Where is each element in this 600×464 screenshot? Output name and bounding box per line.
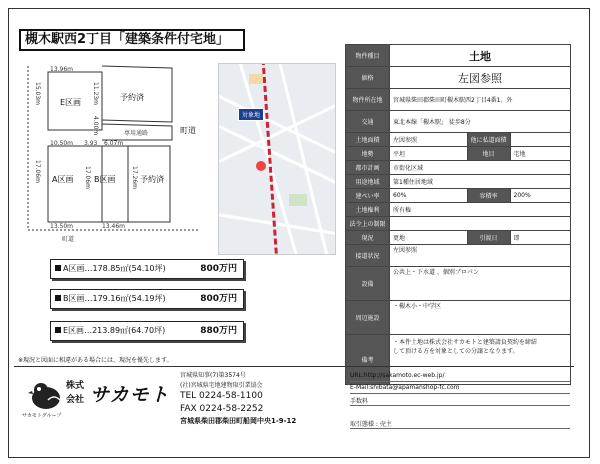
logo-caption: サカモトグループ (22, 413, 62, 419)
bullet-icon (55, 265, 61, 271)
dim-b-top2: 6.07m (104, 140, 124, 147)
license-line-2: (社)宮城県宅地建物取引業協会 (180, 382, 263, 389)
dim-b-bottom: 13.46m (102, 223, 126, 230)
remarks-line-1: ・本件土地は株式会社サカモトと建築請負契約を締結 (393, 339, 537, 346)
email-address[interactable]: E-Mail:shibata@apamanshop-fc.com (350, 384, 460, 391)
other-area-header: 他に私道面積 (467, 133, 510, 147)
delivery-header: 引渡日 (467, 231, 510, 245)
dim-r-mid: 17.26m (131, 166, 138, 190)
price-box-a (50, 259, 244, 279)
label-b-area: B区画 (94, 175, 116, 184)
type-header: 物件種目 (346, 45, 390, 67)
zone-value: 第1種住居地域 (390, 175, 571, 189)
coverage-value: 60% (390, 189, 468, 203)
divider (350, 428, 570, 429)
status-header: 現況 (346, 231, 390, 245)
delivery-value: 即 (510, 231, 570, 245)
terrain-header: 地勢 (346, 147, 390, 161)
footer-divider (14, 366, 574, 367)
traffic-header: 交通 (346, 111, 390, 133)
lot-plan (20, 62, 215, 250)
label-a-area: A区画 (52, 175, 74, 184)
lot-area: …179.16㎡(54.19坪) (84, 294, 166, 303)
utilities-value: 公共上・下水道 、個別プロパン (390, 267, 571, 301)
label-reserved-right: 予約済 (140, 175, 164, 184)
dim-a-top: 10.50m (50, 140, 74, 147)
category-header: 地目 (467, 147, 510, 161)
city-plan-header: 都市計画 (346, 161, 390, 175)
coverage-header: 建ぺい率 (346, 189, 390, 203)
price-value: 左図参照 (390, 67, 571, 89)
fax-number: FAX 0224-58-2252 (180, 404, 264, 414)
dim-top: 13.96m (50, 66, 74, 73)
dim-a-left: 17.06m (34, 160, 41, 184)
page-title: 槻木駅西2丁目「建築条件付宅地」 (19, 29, 245, 51)
dim-b-mid: 17.06m (84, 166, 91, 190)
env-value: ・槻木小・中学区 (390, 301, 571, 335)
label-road-south: 町道 (62, 236, 75, 243)
bullet-icon (55, 295, 61, 301)
road-header: 接道状況 (346, 245, 390, 267)
fee-label: 手数料 (350, 398, 369, 405)
far-header: 容積率 (467, 189, 510, 203)
rights-header: 土地権利 (346, 203, 390, 217)
road-value: 左図参照 (390, 245, 571, 267)
land-area-header: 土地面積 (346, 133, 390, 147)
rights-value: 所有権 (390, 203, 571, 217)
remarks-line-2: して頂ける方を対象としての分譲となります。 (393, 348, 519, 355)
bullet-icon (55, 327, 61, 333)
category-value: 宅地 (510, 147, 570, 161)
dim-e-left: 15.03m (34, 82, 41, 106)
divider (350, 405, 570, 406)
lot-price: 880万円 (200, 326, 237, 336)
lot-label: A区画 (63, 264, 85, 273)
price-header: 価格 (346, 67, 390, 89)
utilities-header: 設備 (346, 267, 390, 301)
lot-area: …178.85㎡(54.10坪) (84, 264, 166, 273)
lot-plan-drawing (20, 62, 215, 250)
label-reserved-top: 予約済 (120, 93, 144, 102)
location-header: 物件所在地 (346, 89, 390, 111)
legal-value (390, 217, 571, 231)
transaction-mode: 取引態様 : 売主 (350, 421, 392, 428)
location-map (218, 63, 336, 255)
land-area-value: 左図参照 (390, 133, 468, 147)
zone-header: 用途地域 (346, 175, 390, 189)
label-e-area: E区画 (60, 98, 82, 107)
company-logo (28, 378, 66, 412)
map-drawing (219, 64, 336, 255)
dim-b-top: 3.93 (84, 140, 98, 147)
label-road-east: 町道 (180, 126, 196, 135)
lot-price: 800万円 (200, 264, 237, 274)
terrain-value: 平坦 (390, 147, 468, 161)
bird-logo-icon (28, 378, 66, 412)
website-url[interactable]: URL:http://sakamoto.ec-web.jp/ (350, 372, 445, 379)
status-value: 更地 (390, 231, 468, 245)
company-address: 宮城県柴田郡柴田町船岡中央1-9-12 (180, 417, 297, 425)
location-value: 宮城県柴田郡柴田町槻木駅西2丁目4番1、外 (390, 89, 571, 111)
lot-label: E区画 (63, 326, 85, 335)
dim-a-bottom: 13.50m (50, 223, 74, 230)
disclaimer-note: ※現況と図面に相違がある場合には、現況を優先します。 (18, 357, 173, 364)
city-plan-value: 市街化区域 (390, 161, 571, 175)
traffic-value: 東北本線「槻木駅」 徒歩8分 (390, 111, 571, 133)
license-line-1: 宮城県知事(7)第3574号 (180, 372, 246, 379)
property-table (345, 44, 571, 385)
dim-e-mid: 11.23m (92, 82, 99, 106)
divider (350, 393, 570, 394)
legal-header: 法令上の制限 (346, 217, 390, 231)
divider (350, 381, 570, 382)
lot-area: …213.89㎡(64.70坪) (84, 326, 166, 335)
price-box-b (50, 289, 244, 309)
lot-price: 800万円 (200, 294, 237, 304)
env-header: 周辺施設 (346, 301, 390, 335)
lot-label: B区画 (63, 294, 85, 303)
subject-property-pin: 対象地 (238, 108, 264, 121)
remarks-header: 備考 (346, 335, 390, 385)
price-box-e (50, 321, 244, 341)
dim-mid-h: 4.00m (92, 116, 99, 136)
label-private-road: 専用通路 (124, 130, 149, 137)
type-value: 土地 (390, 45, 571, 67)
other-area-value (510, 133, 570, 147)
tel-number: TEL 0224-58-1100 (180, 391, 263, 401)
company-type: 株式会社 (66, 381, 85, 405)
far-value: 200% (510, 189, 570, 203)
company-name: サカモト (90, 384, 170, 406)
